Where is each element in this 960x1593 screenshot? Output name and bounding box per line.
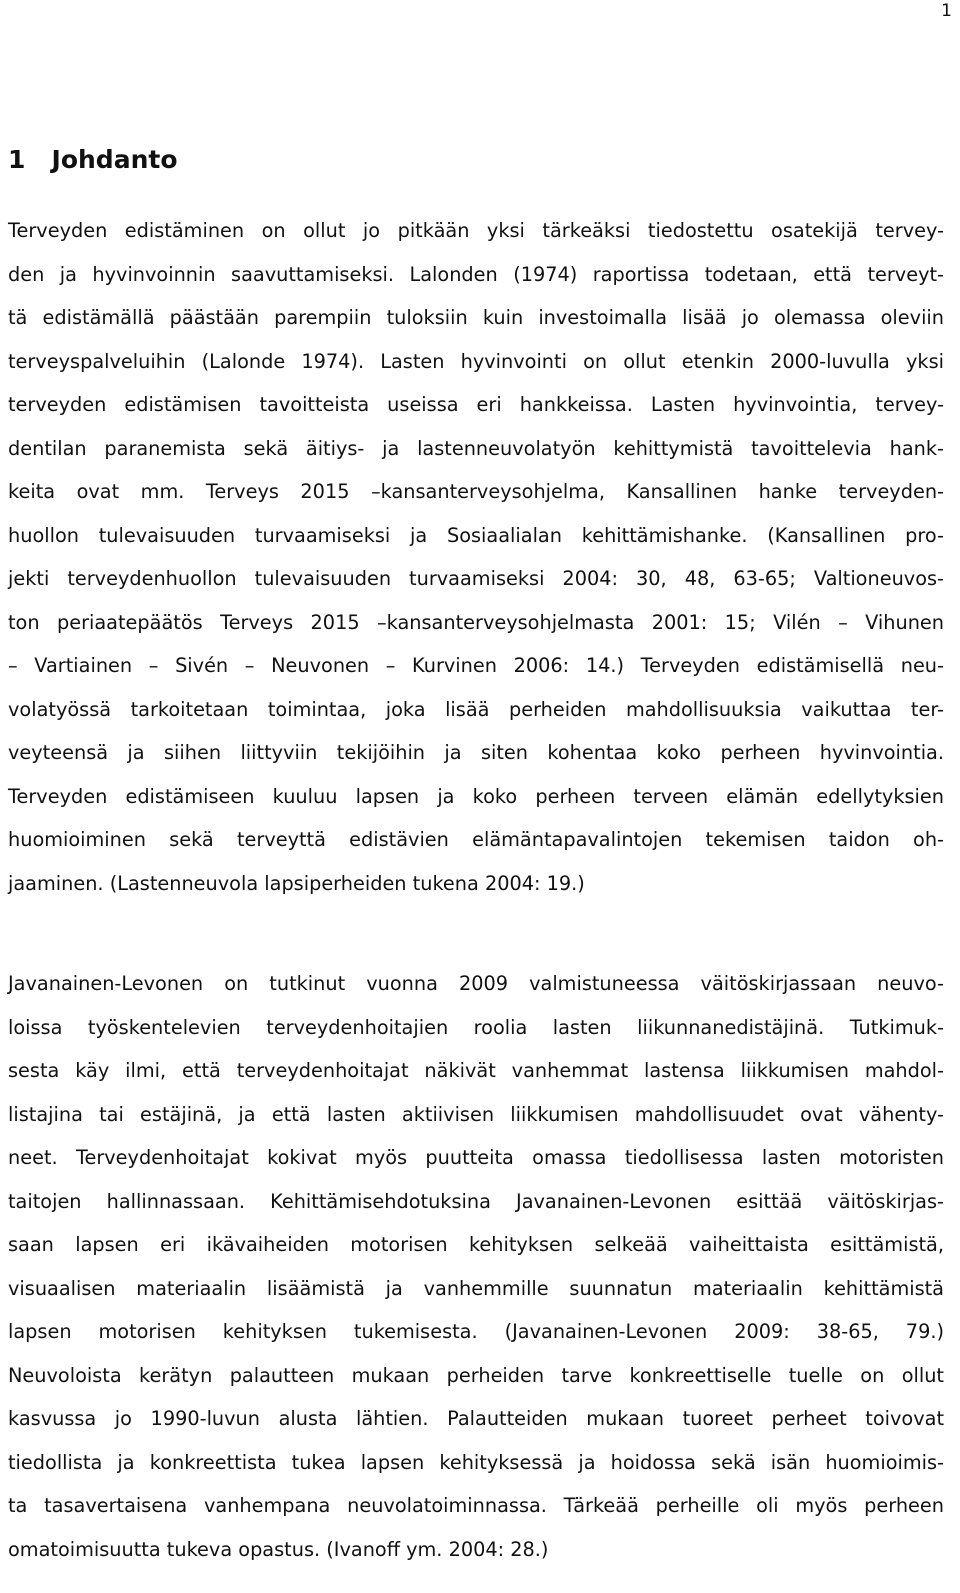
text-line: Javanainen-Levonen on tutkinut vuonna 2009 valmistuneessa väitöskirjassaan neuvo- <box>8 972 944 995</box>
text-line: sesta käy ilmi, että terveydenhoitajat näkivät vanhemmat lastensa liikkumisen mahdol- <box>8 1059 944 1082</box>
section-title: Johdanto <box>51 145 178 174</box>
section-number: 1 <box>8 145 26 174</box>
text-line: visuaalisen materiaalin lisäämistä ja vanhemmille suunnatun materiaalin kehittämistä <box>8 1276 944 1300</box>
text-line: dentilan paranemista sekä äitiys- ja lastenneuvolatyön kehittymistä tavoittelevia hank- <box>8 436 944 460</box>
text-line: volatyössä tarkoitetaan toimintaa, joka lisää perheiden mahdollisuuksia vaikuttaa ter- <box>8 697 944 721</box>
text-line: Terveyden edistäminen on ollut jo pitkään yksi tärkeäksi tiedostettu osatekijä tervey- <box>8 219 944 242</box>
section-heading <box>8 143 178 177</box>
text-line: kasvussa jo 1990-luvun alusta lähtien. Palautteiden mukaan tuoreet perheet toivovat <box>8 1407 944 1430</box>
text-line: terveyspalveluihin (Lalonde 1974). Lasten hyvinvointi on ollut etenkin 2000-luvulla yksi <box>8 349 944 373</box>
text-line: jekti terveydenhuollon tulevaisuuden turvaamiseksi 2004: 30, 48, 63-65; Valtioneuvos- <box>8 567 944 590</box>
text-line: Terveyden edistämiseen kuuluu lapsen ja koko perheen terveen elämän edellytyksien <box>8 784 944 808</box>
text-line: jaaminen. (Lastenneuvola lapsiperheiden tukena 2004: 19.) <box>8 871 585 895</box>
text-line: omatoimisuutta tukeva opastus. (Ivanoff ym. 2004: 28.) <box>8 1537 549 1561</box>
text-line: huollon tulevaisuuden turvaamiseksi ja Sosiaalialan kehittämishanke. (Kansallinen pro- <box>8 523 944 547</box>
text-line: – Vartiainen – Sivén – Neuvonen – Kurvinen 2006: 14.) Terveyden edistämisellä neu- <box>8 654 944 677</box>
text-line: ton periaatepäätös Terveys 2015 –kansanterveysohjelmasta 2001: 15; Vilén – Vihunen <box>8 610 944 634</box>
paragraph-introduction <box>8 209 944 905</box>
text-line: ta tasavertaisena vanhempana neuvolatoiminnassa. Tärkeää perheille oli myös perheen <box>8 1494 944 1517</box>
text-line: saan lapsen eri ikävaiheiden motorisen kehityksen selkeää vaiheittaista esittämistä, <box>8 1233 944 1256</box>
text-line: taitojen hallinnassaan. Kehittämisehdotuksina Javanainen-Levonen esittää väitöskirjas- <box>8 1189 944 1213</box>
text-line: neet. Terveydenhoitajat kokivat myös puutteita omassa tiedollisessa lasten motoristen <box>8 1146 944 1169</box>
text-line: tä edistämällä päästään parempiin tuloksiin kuin investoimalla lisää jo olemassa oleviin <box>8 306 944 329</box>
text-line: veyteensä ja siihen liittyviin tekijöihin ja siten kohentaa koko perheen hyvinvointia. <box>8 741 944 764</box>
text-line: tiedollista ja konkreettista tukea lapsen kehityksessä ja hoidossa sekä isän huomioimis- <box>8 1450 944 1474</box>
text-line: Neuvoloista kerätyn palautteen mukaan perheiden tarve konkreettiselle tuelle on ollut <box>8 1363 944 1387</box>
text-line: terveyden edistämisen tavoitteista useissa eri hankkeissa. Lasten hyvinvointia, tervey- <box>8 393 944 416</box>
text-line: den ja hyvinvoinnin saavuttamiseksi. Lalonden (1974) raportissa todetaan, että terveyt- <box>8 262 944 286</box>
text-line: loissa työskentelevien terveydenhoitajien roolia lasten liikunnanedistäjinä. Tutkimuk- <box>8 1015 944 1039</box>
text-line: listajina tai estäjinä, ja että lasten aktiivisen liikkumisen mahdollisuudet ovat vähenty- <box>8 1102 944 1126</box>
page-number: 1 <box>941 1 952 21</box>
text-line: huomioiminen sekä terveyttä edistävien elämäntapavalintojen tekemisen taidon oh- <box>8 828 944 851</box>
text-line: keita ovat mm. Terveys 2015 –kansanterveysohjelma, Kansallinen hanke terveyden- <box>8 480 944 503</box>
paragraph-research <box>8 962 944 1571</box>
text-line: lapsen motorisen kehityksen tukemisesta. (Javanainen-Levonen 2009: 38-65, 79.) <box>8 1320 944 1343</box>
